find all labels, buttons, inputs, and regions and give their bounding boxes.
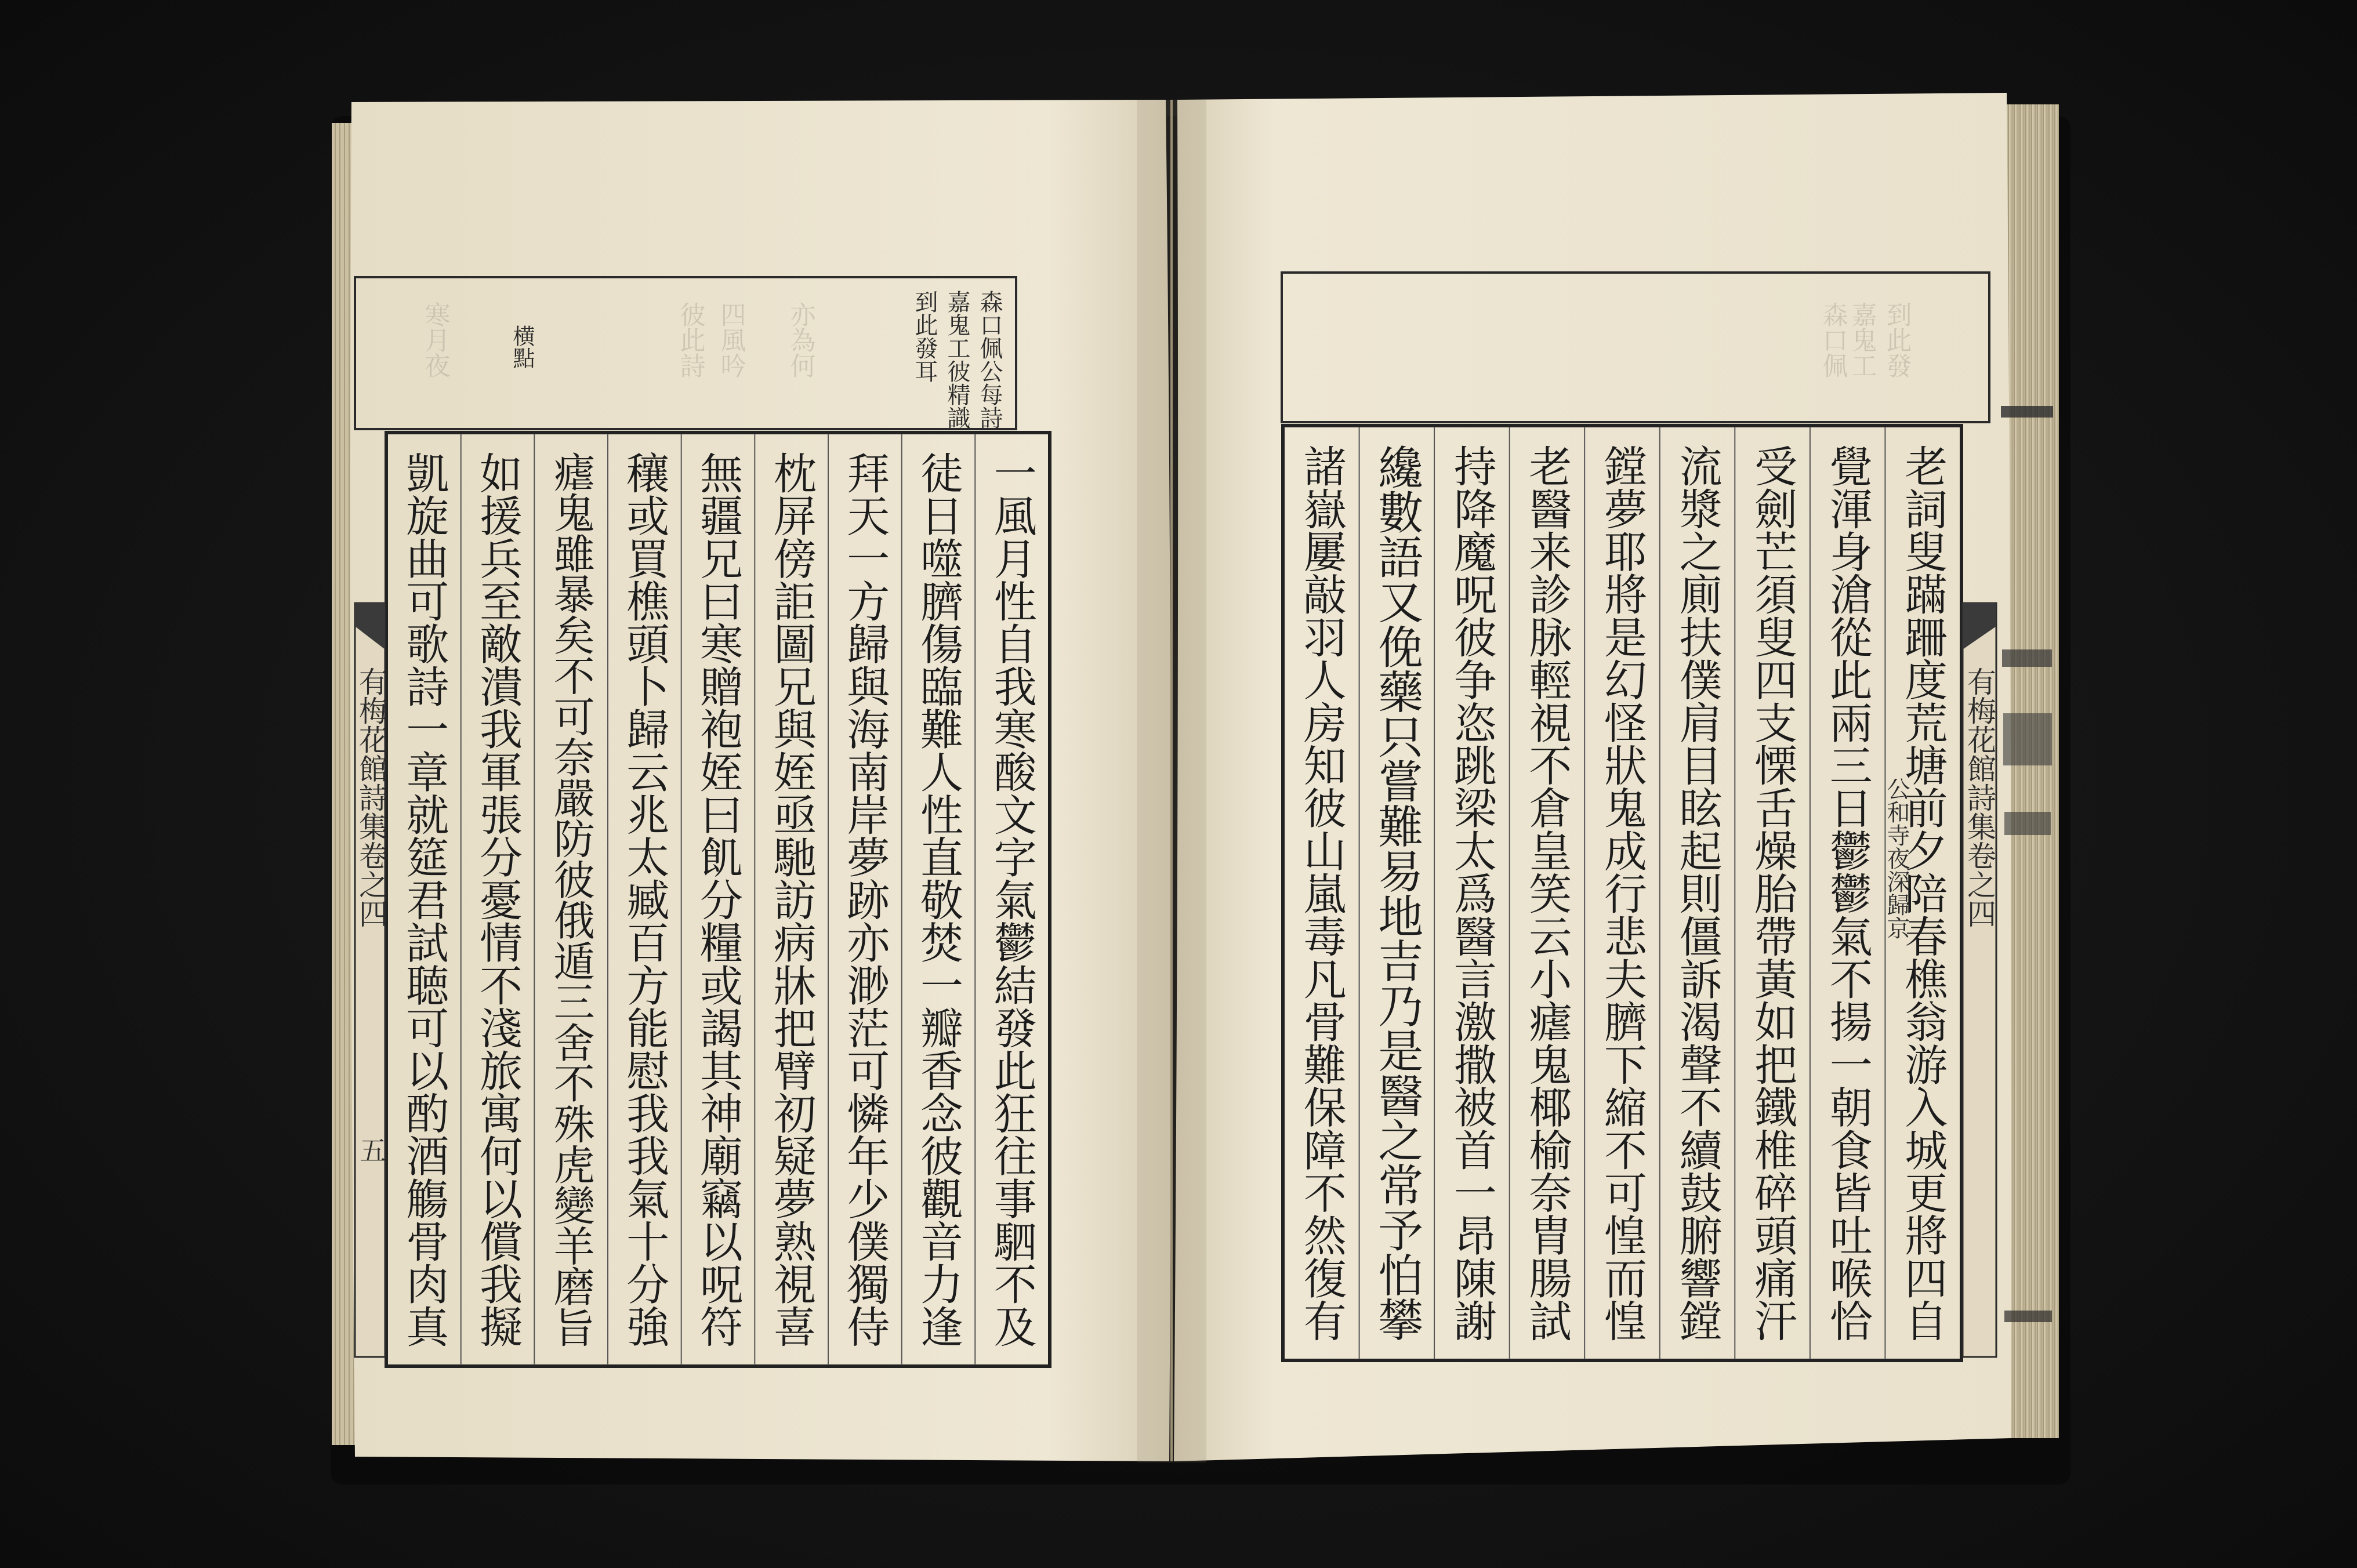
svg-text:亦為何: 亦為何 [785,302,815,378]
left-column-5: 無疆兄曰寒贈袍姪曰飢分糧或謁其神廟竊以呪符 [693,451,743,1348]
right-bleed-through [1818,302,1912,378]
left-column-6: 穰或買樵頭卜歸云兆太臧百方能慰我我氣十分強 [619,451,670,1348]
left-columns [399,451,1037,1348]
svg-text:彼此詩: 彼此詩 [675,302,705,378]
left-column-2: 徒日噬臍傷臨難人性直敬焚一瓣香念彼觀音力逢 [913,451,963,1348]
left-column-1: 一風月性自我寒酸文字氣鬱結發此狂往事駟不及 [987,451,1037,1348]
header-note-3: 到此發耳 [911,290,938,383]
right-column-3: 受劍芒須叟四支慄舌燥胎帶黃如把鐵椎碎頭痛汗 [1747,444,1798,1342]
svg-text:四風吟: 四風吟 [716,302,746,378]
right-column-9: 諸嶽屢敲羽人房知彼山嵐毒凡骨難保障不然復有 [1296,444,1347,1342]
right-column-7: 持降魔呪彼争恣跳梁太爲醫言激撒被首一昂陳謝 [1446,444,1497,1342]
right-column-5: 鏜夢耶將是幻怪狀鬼成行悲夫臍下縮不可惶而惶 [1597,444,1647,1342]
right-column-2: 覺渾身滄從此兩三日鬱鬱氣不揚一朝食皆吐喉恰 [1822,444,1873,1342]
left-column-4: 枕屏傍詎圖兄與姪亟馳訪病牀把臂初疑夢熟視喜 [766,451,817,1348]
svg-text:寒月夜: 寒月夜 [420,302,450,378]
left-edge-strip [354,603,388,1357]
header-note-1: 森口佩公每詩 [976,290,1003,429]
svg-text:到此發: 到此發 [1881,302,1912,378]
header-note-2: 嘉鬼工彼精識 [944,290,970,429]
marker-note: 横點 [509,325,535,369]
left-column-8: 如援兵至敵潰我軍張分憂情不淺旅寓何以償我擬 [473,451,523,1348]
right-column-6: 老醫来診脉輕視不倉皇笑云小瘧鬼椰榆奈胄腸試 [1522,444,1572,1342]
left-edge-title: 有梅花館詩集卷之四 [354,667,388,928]
left-column-9: 凱旋曲可歌詩一章就筵君試聴可以酌酒觴骨肉真 [399,451,449,1348]
right-column-1: 老詞叟蹣跚度荒塘前夕陪春樵翁游入城更將四自 [1898,444,1948,1342]
left-column-7: 瘧鬼雖暴矣不可奈嚴防彼俄遁三舍不殊虎變羊磨旨 [547,451,596,1348]
svg-text:嘉鬼工: 嘉鬼工 [1847,302,1877,378]
right-column-4: 流漿之廁扶僕肩目眩起則僵訴渴聲不續鼓腑響鏜 [1672,444,1723,1342]
svg-text:森口佩: 森口佩 [1818,302,1848,378]
right-inline-note: 公和寺夜深歸京 [1883,777,1910,939]
left-page-number: 五 [356,1137,387,1163]
left-column-3: 拜天一方歸與海南岸夢跡亦渺茫可憐年少僕獨侍 [840,451,890,1348]
right-column-8: 纔數語又俛藥只嘗難易地吉乃是醫之常予怕攀 [1370,444,1423,1342]
right-edge-title: 有梅花館詩集卷之四 [1963,667,1996,928]
right-columns [1297,444,1948,1342]
right-edge-strip [1963,603,1996,1357]
